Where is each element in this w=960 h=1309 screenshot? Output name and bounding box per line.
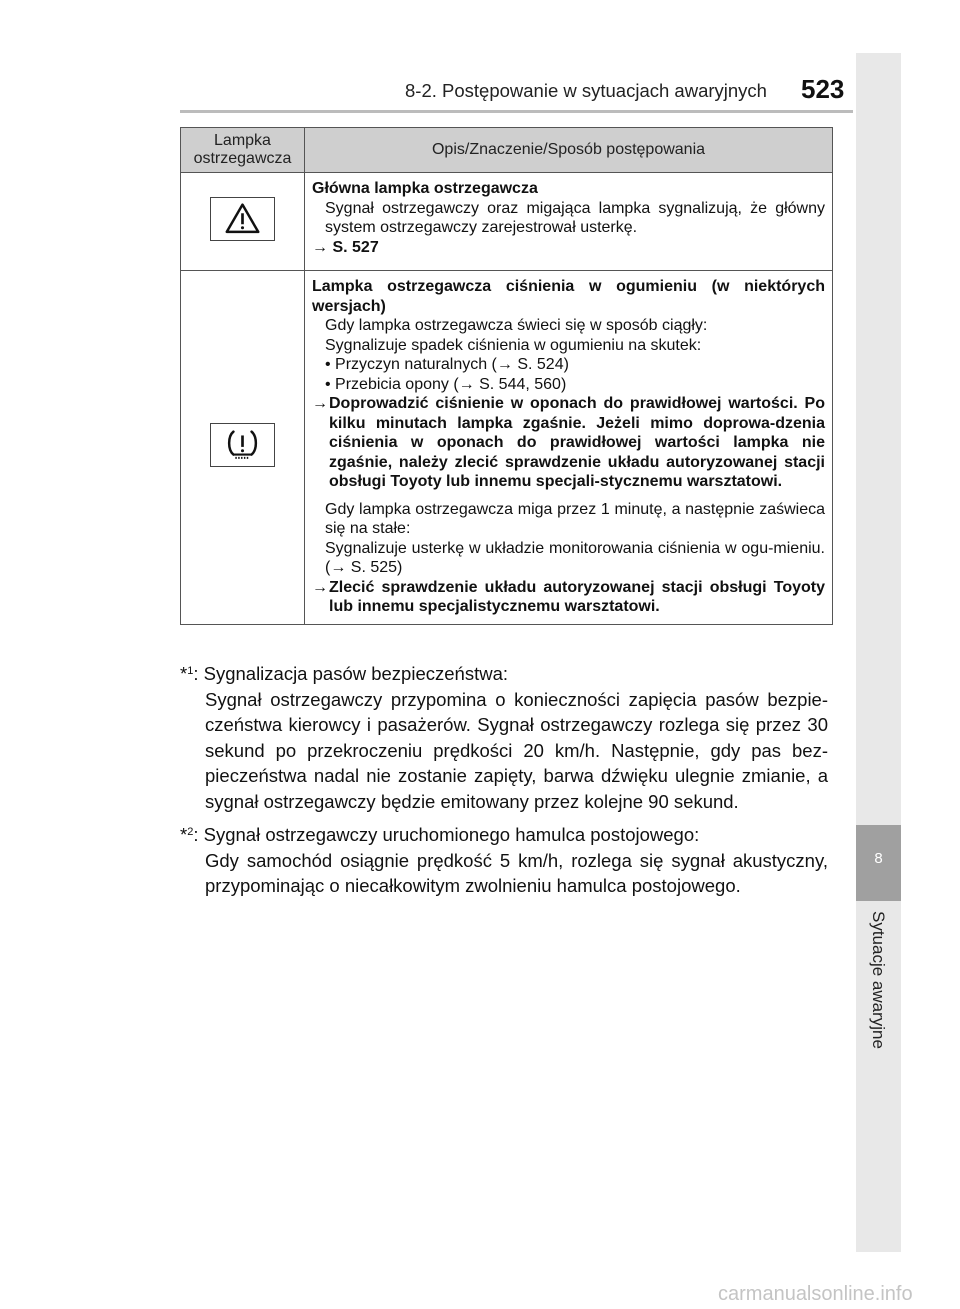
action-text: Zlecić sprawdzenie układu autoryzowanej stacji obsługi Toyoty lub innemu specjalistycznemu warsztatowi.	[329, 578, 825, 615]
master-warning-triangle-icon	[210, 197, 275, 241]
tire-pressure-warning-icon	[210, 423, 275, 467]
footnote-body: Sygnał ostrzegawczy przypomina o konieczności zapięcia pasów bezpie-czeństwa kierowcy i pasażerów. Sygnał ostrzegawczy rozlega się przez 30 sekund po przekroczeniu prędkości 20 km/h. Następnie, gdy pas bez-pieczeństwa nadal nie zostanie zapięty, barwa dźwięku ulegnie zmianie, a sygnał ostrzegawczy będzie emitowany przez kolejne 90 sekund.	[205, 688, 828, 812]
page-number: 523	[801, 74, 845, 104]
column-header-lamp	[181, 128, 305, 173]
chapter-side-tab	[856, 53, 901, 1252]
section-title: 8-2. Postępowanie w sytuacjach awaryjnych	[405, 80, 767, 101]
action-instruction	[312, 578, 825, 617]
column-header-lamp-line2: ostrzegawcza	[193, 150, 292, 167]
footnote-title: : Sygnalizacja pasów bezpieczeństwa:	[193, 663, 508, 684]
warning-lights-table	[180, 127, 833, 625]
footnote-title: : Sygnał ostrzegawczy uruchomionego hamulca postojowego:	[193, 824, 700, 845]
footnotes	[180, 661, 828, 907]
meaning-text: Sygnalizuje spadek ciśnienia w ogumieniu na skutek:	[325, 336, 702, 354]
arrow-icon: →	[312, 578, 328, 596]
action-instruction	[312, 394, 825, 492]
meaning-text: Sygnalizuje usterkę w układzie monitorowania ciśnienia w ogu-mieniu. (→ S. 525)	[325, 539, 825, 576]
bullet-item: • Przyczyn naturalnych (→ S. 524)	[325, 356, 569, 373]
column-header-description: Opis/Znaczenie/Sposób postępowania	[305, 128, 833, 173]
footnote-number: 1	[187, 665, 194, 677]
watermark: carmanualsonline.info	[718, 1283, 913, 1305]
footnote-heading	[180, 822, 828, 848]
footnote-number: 2	[187, 826, 194, 838]
footnote-mark: *	[180, 663, 188, 684]
footnote	[180, 661, 828, 814]
footnote-body: Gdy samochód osiągnie prędkość 5 km/h, rozlega się sygnał akustyczny, przypominając o niecałkowitym zwolnieniu hamulca postojowego.	[205, 849, 828, 896]
row-body: Sygnał ostrzegawczy oraz migająca lampka sygnalizują, że główny system ostrzegawczy zarejestrował usterkę.	[325, 199, 825, 236]
bullet-item: • Przebicia opony (→ S. 544, 560)	[325, 375, 567, 393]
footnote	[180, 822, 828, 899]
table-header-row	[181, 128, 833, 173]
description-cell	[305, 173, 833, 271]
icon-cell	[181, 173, 305, 271]
page-reference-label: S. 527	[332, 238, 379, 256]
icon-cell	[181, 271, 305, 625]
column-header-lamp-line1: Lampka	[214, 132, 271, 149]
footnote-mark: *	[180, 824, 188, 845]
condition-text: Gdy lampka ostrzegawcza miga przez 1 minutę, a następnie zaświeca się na stałe:	[325, 500, 825, 537]
chapter-label: Sytuacje awaryjne	[869, 911, 888, 1049]
header-divider	[180, 110, 853, 113]
table-row	[181, 271, 833, 625]
chapter-number: 8	[874, 850, 883, 867]
action-text: Doprowadzić ciśnienie w oponach do prawidłowej wartości. Po kilku minutach lampka zgaśnie. Jeżeli mimo doprowa-dzenia ciśnienia w oponach do prawidłowej wartości lampka nie zgaśnie, należy zlecić sprawdzenie układu autoryzowanej stacji obsługi Toyoty lub innemu specjali-stycznemu warsztatowi.	[329, 395, 825, 490]
row-title: Główna lampka ostrzegawcza	[312, 180, 538, 197]
arrow-icon: →	[312, 238, 328, 256]
arrow-icon: →	[312, 395, 328, 412]
description-cell	[305, 271, 833, 625]
footnote-heading	[180, 661, 828, 687]
page-reference	[312, 238, 825, 258]
condition-text: Gdy lampka ostrzegawcza świeci się w sposób ciągły:	[325, 317, 708, 334]
row-title: Lampka ostrzegawcza ciśnienia w ogumieniu (w niektórych wersjach)	[312, 278, 825, 315]
table-row	[181, 173, 833, 271]
